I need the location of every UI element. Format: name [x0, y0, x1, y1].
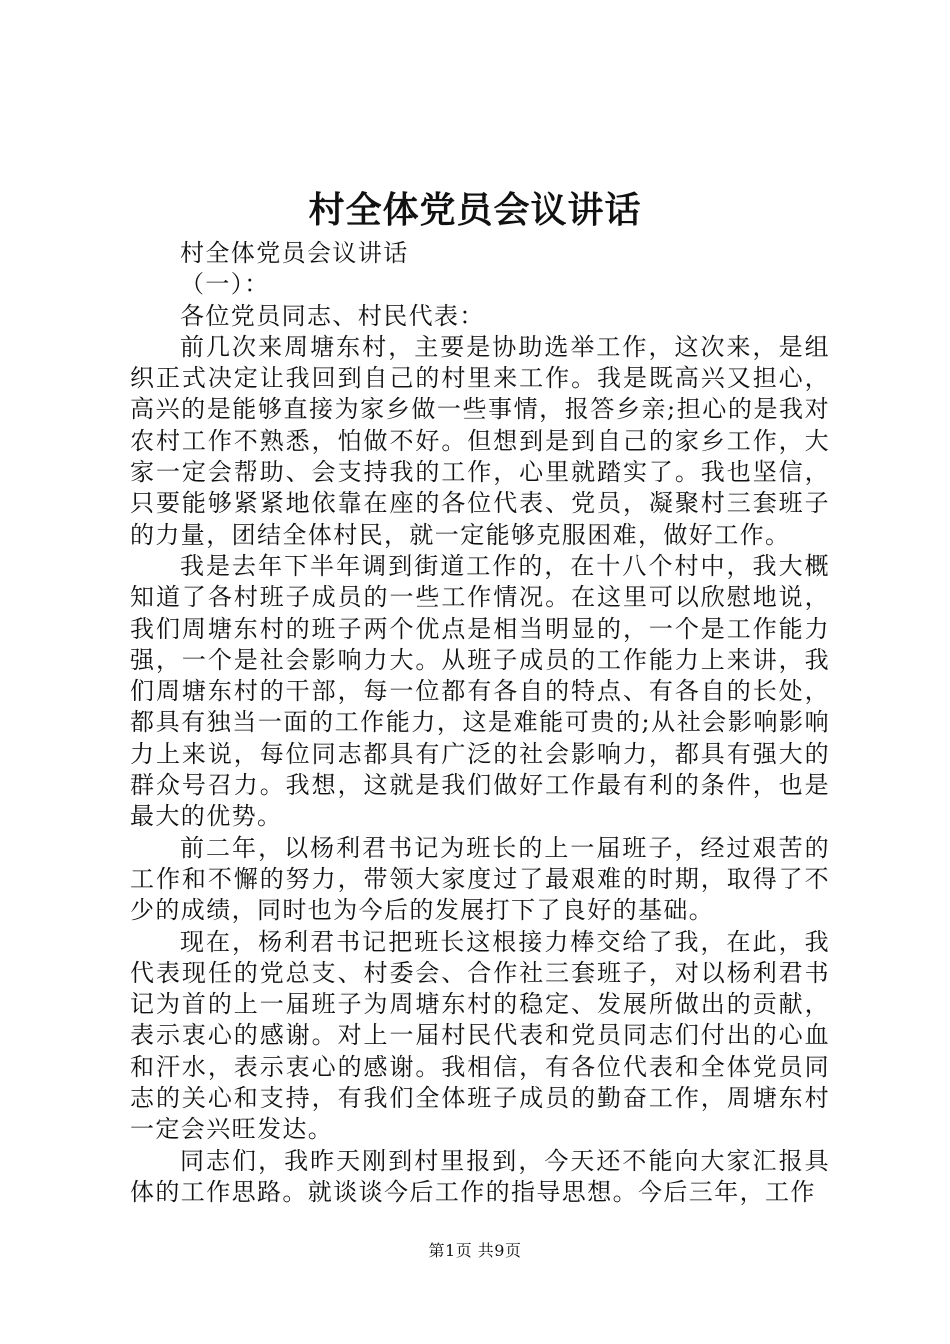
document-body [130, 238, 830, 1208]
paragraph-section-number: （一）： [180, 270, 270, 299]
page-number-footer: 第1页 共9页 [428, 1241, 522, 1260]
paragraph: 前二年，以杨利君书记为班长的上一届班子，经过艰苦的工作和不懈的努力，带领大家度过了最艰难的时期，取得了不少的成绩，同时也为今后的发展打下了良好的基础。 [130, 833, 830, 925]
paragraph-subtitle: 村全体党员会议讲话 [180, 239, 409, 267]
paragraph: 我是去年下半年调到街道工作的，在十八个村中，我大概知道了各村班子成员的一些工作情况。在这里可以欣慰地说，我们周塘东村的班子两个优点是相当明显的，一个是工作能力强，一个是社会影响力大。从班子成员的工作能力上来讲，我们周塘东村的干部，每一位都有各自的特点、有各自的长处，都具有独当一面的工作能力，这是难能可贵的;从社会影响影响力上来说，每位同志都具有广泛的社会影响力，都具有强大的群众号召力。我想，这就是我们做好工作最有利的条件，也是最大的优势。 [130, 551, 830, 831]
paragraph-salutation: 各位党员同志、村民代表： [180, 301, 485, 330]
paragraph: 同志们，我昨天刚到村里报到，今天还不能向大家汇报具体的工作思路。就谈谈今后工作的指导思想。今后三年，工作 [130, 1146, 830, 1206]
paragraph: 现在，杨利君书记把班长这根接力棒交给了我，在此，我代表现任的党总支、村委会、合作社三套班子，对以杨利君书记为首的上一届班子为周塘东村的稳定、发展所做出的贡献，表示衷心的感谢。对上一届村民代表和党员同志们付出的心血和汗水，表示衷心的感谢。我相信，有各位代表和全体党员同志的关心和支持，有我们全体班子成员的勤奋工作，周塘东村一定会兴旺发达。 [130, 927, 830, 1144]
document-title: 村全体党员会议讲话 [308, 189, 642, 231]
paragraph: 前几次来周塘东村，主要是协助选举工作，这次来，是组织正式决定让我回到自己的村里来工作。我是既高兴又担心，高兴的是能够直接为家乡做一些事情，报答乡亲;担心的是我对农村工作不熟悉，怕做不好。但想到是到自己的家乡工作，大家一定会帮助、会支持我的工作，心里就踏实了。我也坚信，只要能够紧紧地依靠在座的各位代表、党员，凝聚村三套班子的力量，团结全体村民，就一定能够克服困难，做好工作。 [130, 332, 830, 549]
